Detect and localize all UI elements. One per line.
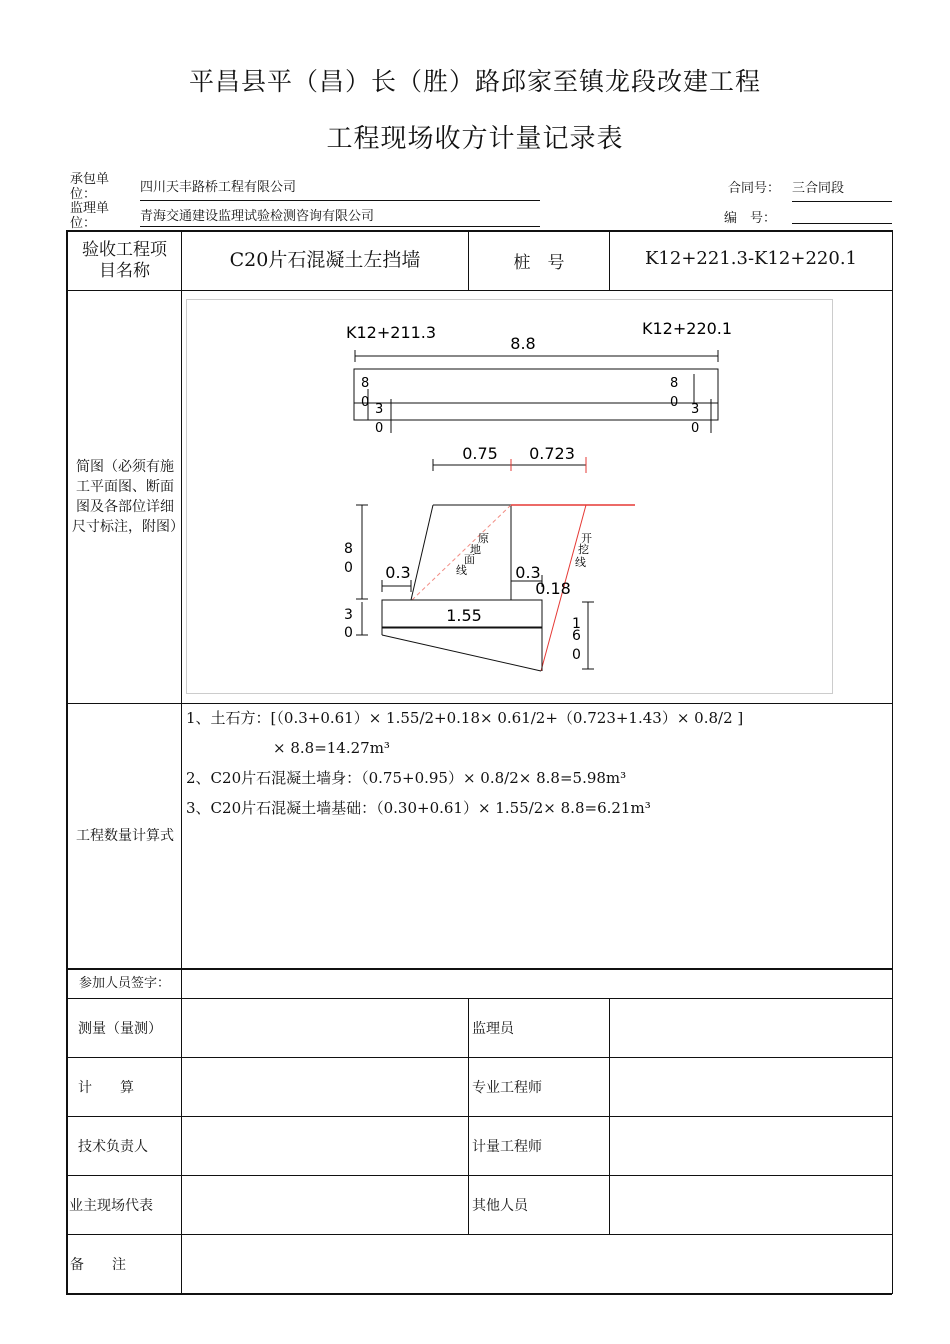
right-toe-dim: 0.3 (515, 563, 541, 582)
svg-text:0: 0 (344, 625, 353, 641)
svg-text:0: 0 (691, 421, 700, 436)
formula-line-4: 3、C20片石混凝土墙基础：（0.30+0.61）× 1.55/2× 8.8=6.21m³ (186, 799, 651, 817)
base-width-dim: 1.55 (446, 606, 482, 625)
sig-right-2: 计量工程师 (472, 1139, 542, 1155)
svg-text:3: 3 (344, 607, 353, 623)
stake-right-label: K12+220.1 (642, 319, 733, 338)
sig-left-2: 技术负责人 (78, 1139, 148, 1155)
svg-text:原: 原 (478, 532, 489, 545)
stake-label: 桩 号 (513, 253, 565, 273)
svg-text:0: 0 (344, 560, 353, 576)
top-left-dim: 0.75 (462, 444, 498, 463)
sig-left-0: 测量（量测） (78, 1021, 162, 1037)
serial-no-value (792, 209, 892, 224)
sig-right-0: 监理员 (472, 1021, 514, 1037)
sig-right-1: 专业工程师 (472, 1080, 542, 1096)
svg-text:0: 0 (361, 395, 370, 410)
formula-line-1: 1、土石方：[（0.3+0.61）× 1.55/2+0.18× 0.61/2+（0.723+1.43）× 0.8/2 ] (186, 709, 744, 727)
project-title: 平昌县平（昌）长（胜）路邱家至镇龙段改建工程 (188, 67, 761, 96)
contract-no-value: 三合同段 (792, 181, 892, 202)
serial-no-label: 编 号： (724, 211, 777, 226)
svg-text:开: 开 (581, 532, 592, 545)
sig-left-1: 计 算 (78, 1080, 134, 1096)
plan-view (346, 319, 732, 436)
top-right-dim: 0.723 (529, 444, 575, 463)
section-view (344, 444, 635, 671)
formula-line-2: × 8.8=14.27m³ (273, 739, 390, 757)
svg-text:线: 线 (456, 564, 467, 577)
item-name-label: 验收工程项目名称 (82, 239, 167, 281)
svg-text:线: 线 (575, 556, 586, 569)
sketch-frame (187, 300, 833, 694)
svg-text:面: 面 (464, 553, 475, 566)
supervisor-value: 青海交通建设监理试验检测咨询有限公司 (140, 209, 540, 227)
svg-text:0: 0 (670, 395, 679, 410)
remarks-label: 备 注 (70, 1257, 126, 1273)
svg-text:0: 0 (375, 421, 384, 436)
svg-text:3: 3 (691, 402, 700, 417)
svg-text:8: 8 (670, 376, 679, 391)
svg-text:6: 6 (572, 628, 581, 644)
sig-right-3: 其他人员 (472, 1198, 528, 1214)
plan-rect (354, 369, 718, 420)
formula-line-3: 2、C20片石混凝土墙身：（0.75+0.95）× 0.8/2× 8.8=5.98m³ (186, 769, 627, 787)
signatures-label: 参加人员签字： (78, 976, 170, 991)
stake-value: K12+221.3-K12+220.1 (644, 248, 857, 269)
svg-text:挖: 挖 (578, 543, 589, 556)
form-title: 工程现场收方计量记录表 (326, 124, 624, 154)
sig-left-3: 业主现场代表 (69, 1198, 153, 1214)
item-name-value: C20片石混凝土左挡墙 (229, 249, 421, 271)
sketch-drawing (186, 299, 833, 694)
svg-text:0: 0 (572, 647, 581, 663)
left-toe-dim: 0.3 (385, 563, 411, 582)
contract-no-label: 合同号： (728, 181, 781, 196)
contractor-value: 四川天丰路桥工程有限公司 (140, 180, 540, 201)
sketch-label: 简图（必须有施工平面图、断面图及各部位详细尺寸标注，附图） (72, 459, 184, 535)
length-dim: 8.8 (510, 334, 536, 353)
right-ext-dim: 0.18 (535, 579, 571, 598)
svg-text:8: 8 (344, 541, 353, 557)
stake-left-label: K12+211.3 (346, 323, 437, 342)
svg-text:地: 地 (470, 543, 481, 556)
svg-text:3: 3 (375, 402, 384, 417)
svg-text:8: 8 (361, 376, 370, 391)
contractor-label: 承包单位： (70, 172, 110, 202)
supervisor-label: 监理单位： (70, 201, 110, 231)
quantities-label: 工程数量计算式 (76, 827, 174, 844)
svg-text:1: 1 (572, 616, 581, 632)
